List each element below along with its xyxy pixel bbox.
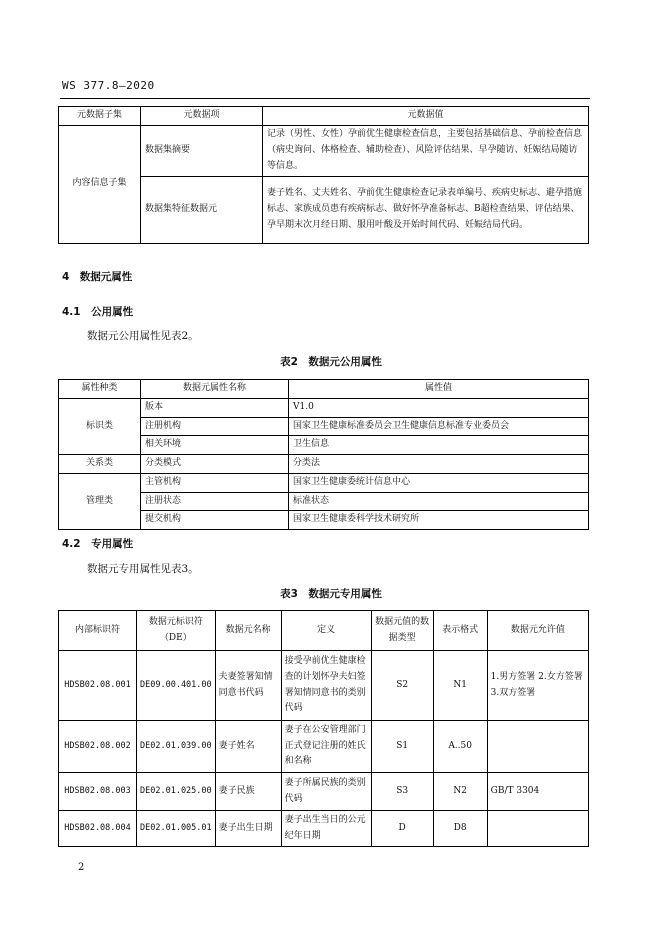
metadata-table (58, 106, 589, 244)
definition-cell: 妻子所属民族的类别代码 (281, 773, 371, 811)
attr-name-cell: 相关环境 (141, 436, 289, 455)
attr-name-cell: 主管机构 (141, 473, 289, 492)
de-id-cell: DE02.01.025.00 (137, 773, 216, 811)
attr-value-cell: V1.0 (289, 398, 589, 417)
col-header: 内部标识符 (59, 611, 137, 651)
item-cell: 数据集特征数据元 (141, 176, 263, 243)
col-header: 属性种类 (59, 380, 141, 399)
format-cell: A..50 (433, 721, 487, 773)
attr-name-cell: 提交机构 (141, 511, 289, 530)
table-row (59, 651, 589, 721)
internal-id-cell: HDSB02.08.003 (59, 773, 137, 811)
section-4-2-paragraph: 数据元专用属性见表3。 (87, 563, 199, 575)
attr-value-cell: 标准状态 (289, 492, 589, 511)
data-type-cell: D (371, 811, 433, 847)
col-header: 数据元允许值 (487, 611, 588, 651)
col-header: 定义 (281, 611, 371, 651)
value-cell: 记录（男性、女性）孕前优生健康检查信息，主要包括基础信息、孕前检查信息（病史询问、体格检查、辅助检查）、风险评估结果、早孕随访、妊娠结局随访等信息。 (263, 125, 589, 176)
element-name-cell: 夫妻签署知情同意书代码 (215, 651, 281, 721)
col-header: 数据元标识符（DE） (137, 611, 216, 651)
table-row (59, 473, 589, 492)
table3-caption: 表3 数据元专用属性 (280, 588, 382, 600)
table-row (59, 455, 589, 474)
section-4-1-paragraph: 数据元公用属性见表2。 (87, 330, 199, 342)
section-4-2-heading: 4.2 专用属性 (62, 538, 134, 550)
col-header: 数据元属性名称 (141, 380, 289, 399)
table-row (59, 398, 589, 417)
col-header: 数据元值的数据类型 (371, 611, 433, 651)
col-header: 元数据项 (141, 107, 263, 126)
definition-cell: 接受孕前优生健康检查的计划怀孕夫妇签署知情同意书的类别代码 (281, 651, 371, 721)
metadata-table-header (59, 107, 589, 126)
definition-cell: 妻子出生当日的公元纪年日期 (281, 811, 371, 847)
attr-name-cell: 注册机构 (141, 417, 289, 436)
specific-attributes-table (58, 610, 589, 847)
internal-id-cell: HDSB02.08.001 (59, 651, 137, 721)
allowed-values-cell: 1.男方签署 2.女方签署 3.双方签署 (487, 651, 588, 721)
allowed-values-cell: GB/T 3304 (487, 773, 588, 811)
element-name-cell: 妻子民族 (215, 773, 281, 811)
col-header: 元数据子集 (59, 107, 141, 126)
attr-name-cell: 注册状态 (141, 492, 289, 511)
table-row (59, 773, 589, 811)
attr-value-cell: 分类法 (289, 455, 589, 474)
category-cell: 关系类 (59, 455, 141, 474)
de-id-cell: DE02.01.039.00 (137, 721, 216, 773)
standard-code: WS 377.8—2020 (62, 79, 155, 92)
internal-id-cell: HDSB02.08.004 (59, 811, 137, 847)
col-header: 表示格式 (433, 611, 487, 651)
col-header: 元数据值 (263, 107, 589, 126)
element-name-cell: 妻子姓名 (215, 721, 281, 773)
attr-value-cell: 国家卫生健康委统计信息中心 (289, 473, 589, 492)
attr-name-cell: 分类模式 (141, 455, 289, 474)
table-row (59, 721, 589, 773)
internal-id-cell: HDSB02.08.002 (59, 721, 137, 773)
definition-cell: 妻子在公安管理部门正式登记注册的姓氏和名称 (281, 721, 371, 773)
common-attributes-table (58, 379, 589, 530)
section-4-heading: 4 数据元属性 (62, 271, 133, 283)
table2-caption: 表2 数据元公用属性 (280, 356, 382, 368)
format-cell: N1 (433, 651, 487, 721)
table-row (59, 811, 589, 847)
de-id-cell: DE09.00.401.00 (137, 651, 216, 721)
data-type-cell: S1 (371, 721, 433, 773)
col-header: 数据元名称 (215, 611, 281, 651)
value-cell: 妻子姓名、丈夫姓名、孕前优生健康检查记录表单编号、疾病史标志、避孕措施标志、家族成员患有疾病标志、做好怀孕准备标志、B超检查结果、评估结果、孕早期末次月经日期、服用叶酸及开始时间代码、妊娠结局代码。 (263, 176, 589, 243)
format-cell: N2 (433, 773, 487, 811)
allowed-values-cell (487, 721, 588, 773)
header-rule (60, 98, 590, 99)
category-cell: 管理类 (59, 473, 141, 529)
subset-cell: 内容信息子集 (59, 125, 141, 243)
table-header (59, 611, 589, 651)
item-cell: 数据集摘要 (141, 125, 263, 176)
data-type-cell: S2 (371, 651, 433, 721)
allowed-values-cell (487, 811, 588, 847)
col-header: 属性值 (289, 380, 589, 399)
de-id-cell: DE02.01.005.01 (137, 811, 216, 847)
category-cell: 标识类 (59, 398, 141, 454)
attr-value-cell: 卫生信息 (289, 436, 589, 455)
page-number: 2 (78, 862, 85, 873)
table-header (59, 380, 589, 399)
section-4-1-heading: 4.1 公用属性 (62, 306, 134, 318)
table-row (59, 125, 589, 176)
attr-value-cell: 国家卫生健康标准委员会卫生健康信息标准专业委员会 (289, 417, 589, 436)
element-name-cell: 妻子出生日期 (215, 811, 281, 847)
attr-value-cell: 国家卫生健康委科学技术研究所 (289, 511, 589, 530)
data-type-cell: S3 (371, 773, 433, 811)
attr-name-cell: 版本 (141, 398, 289, 417)
format-cell: D8 (433, 811, 487, 847)
